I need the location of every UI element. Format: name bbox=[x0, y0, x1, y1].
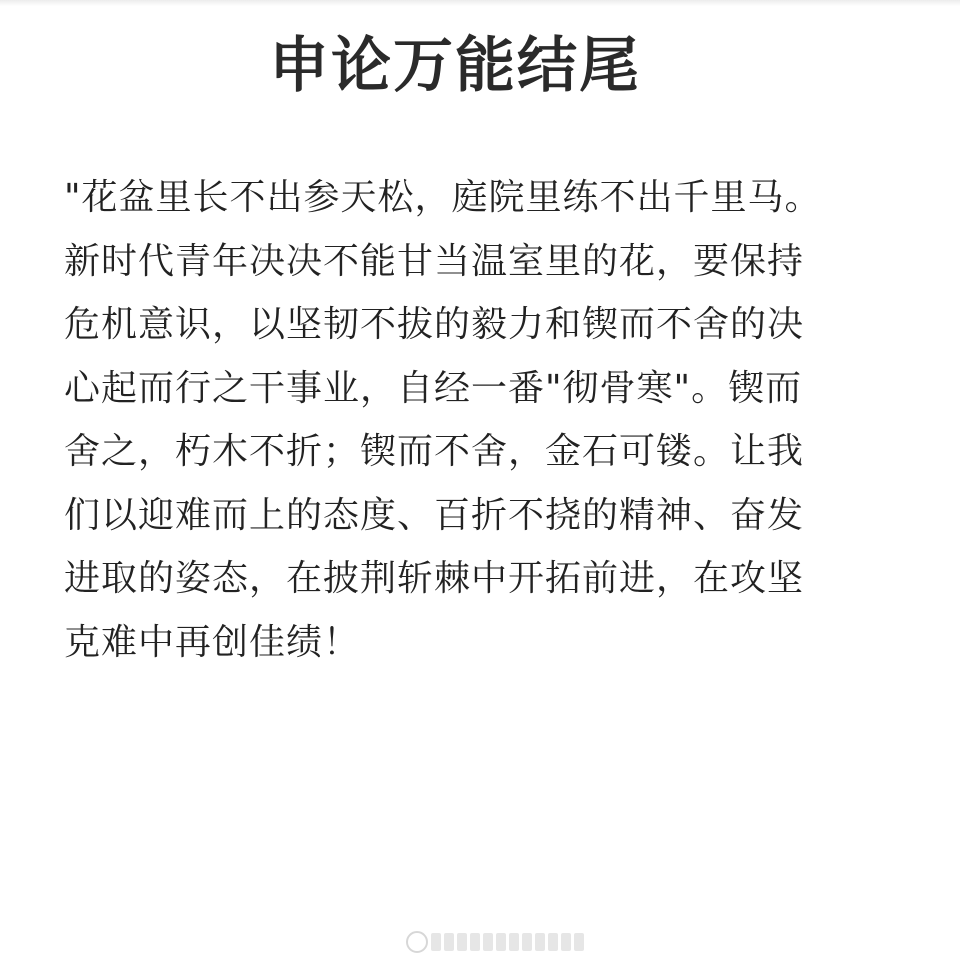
paragraph-line: 心起而行之干事业，自经一番"彻骨寒"。锲而 bbox=[64, 367, 803, 409]
watermark-mark bbox=[457, 933, 467, 951]
paragraph-line: 舍之，朽木不折；锲而不舍，金石可镂。让我 bbox=[64, 431, 805, 472]
watermark-mark bbox=[431, 933, 441, 951]
paragraph-line: 克难中再创佳绩！ bbox=[64, 621, 361, 663]
watermark-mark bbox=[470, 933, 480, 951]
watermark bbox=[406, 930, 602, 954]
watermark-logo-icon bbox=[406, 931, 428, 953]
watermark-mark bbox=[509, 933, 519, 951]
body-paragraph bbox=[64, 166, 884, 674]
watermark-mark bbox=[496, 933, 506, 951]
page-title: 申论万能结尾 bbox=[269, 31, 641, 101]
paragraph-line: "花盆里长不出参天松，庭院里练不出千里马。 bbox=[64, 177, 822, 218]
paragraph-line: 进取的姿态，在披荆斩棘中开拓前进，在攻坚 bbox=[64, 558, 805, 599]
top-edge-shadow bbox=[0, 0, 960, 6]
watermark-mark bbox=[444, 933, 454, 951]
watermark-mark bbox=[522, 933, 532, 951]
paragraph-line: 危机意识，以坚韧不拔的毅力和锲而不舍的决 bbox=[64, 304, 805, 345]
watermark-mark bbox=[548, 933, 558, 951]
paragraph-line: 新时代青年决决不能甘当温室里的花，要保持 bbox=[64, 240, 805, 282]
watermark-mark bbox=[483, 933, 493, 951]
watermark-mark bbox=[574, 933, 584, 951]
watermark-mark bbox=[561, 933, 571, 951]
watermark-mark bbox=[535, 933, 545, 951]
paragraph-line: 们以迎难而上的态度、百折不挠的精神、奋发 bbox=[64, 494, 805, 536]
